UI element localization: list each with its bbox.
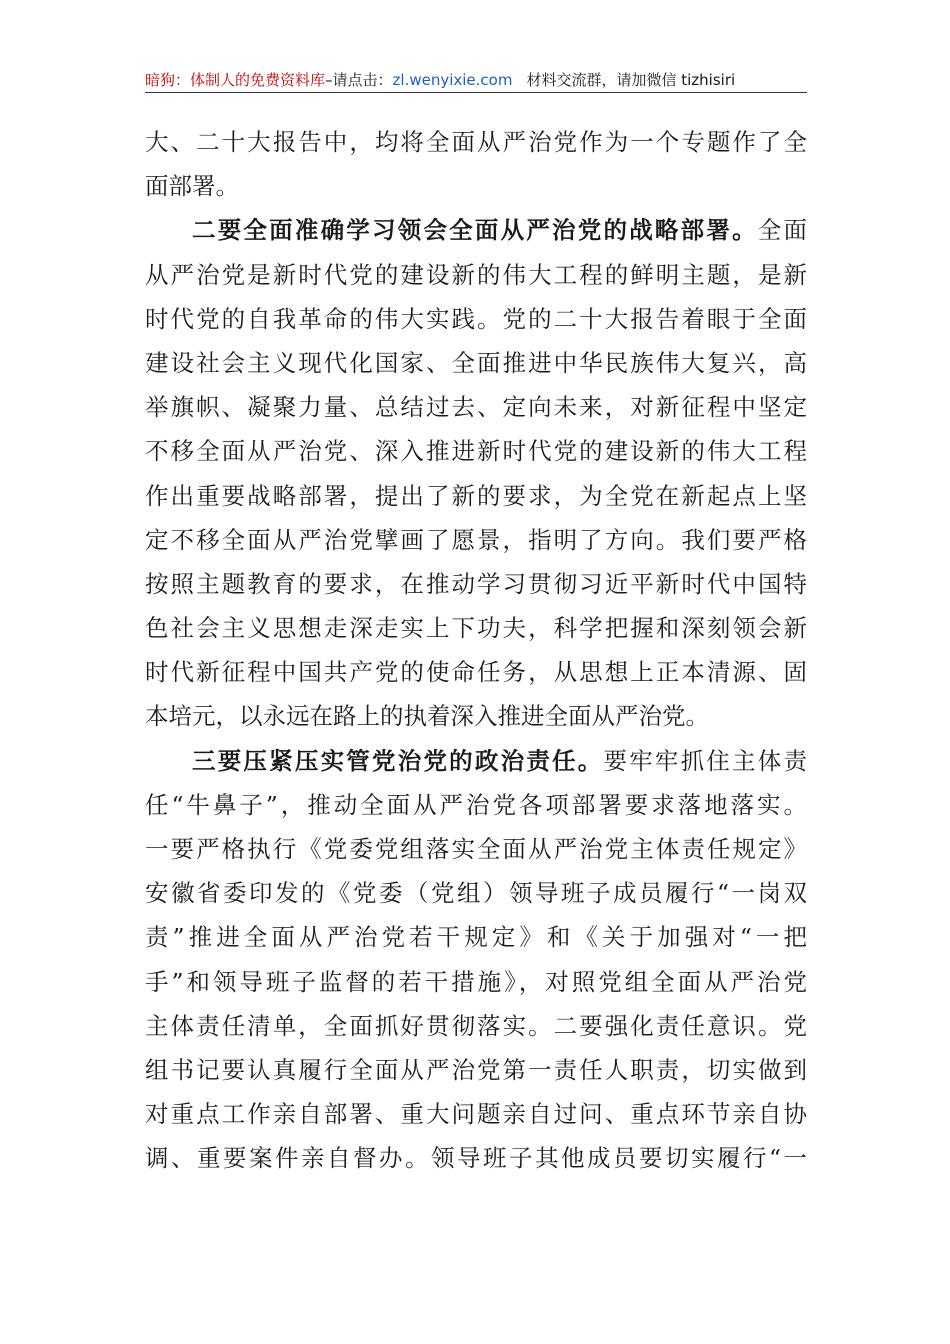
header-link[interactable]: zl.wenyixie.com	[392, 71, 513, 89]
page-header	[145, 70, 807, 93]
text-line: 时代党的自我革命的伟大实践。党的二十大报告着眼于全面	[145, 304, 807, 333]
text-line: 任“牛鼻子”，推动全面从严治党各项部署要求落地落实。	[145, 790, 807, 819]
header-contact: 材料交流群，请加微信 tizhisiri	[526, 71, 736, 89]
text-line: 责”推进全面从严治党若干规定》和《关于加强对“一把	[145, 923, 807, 952]
text-line: 一要严格执行《党委党组落实全面从严治党主体责任规定》	[145, 835, 807, 863]
text-line: 时代新征程中国共产党的使命任务，从思想上正本清源、固	[145, 658, 807, 687]
text-run: 全面	[757, 216, 807, 245]
text-line: 调、重要案件亲自督办。领导班子其他成员要切实履行“一	[145, 1144, 807, 1173]
header-brand: 暗狗：体制人的免费资料库	[145, 71, 326, 89]
text-line: 建设社会主义现代化国家、全面推进中华民族伟大复兴，高	[145, 348, 807, 377]
text-line: 定不移全面从严治党擘画了愿景，指明了方向。我们要严格	[145, 525, 807, 554]
text-line: 举旗帜、凝聚力量、总结过去、定向未来，对新征程中坚定	[145, 393, 807, 422]
section-heading-2: 二要全面准确学习领会全面从严治党的战略部署。	[192, 216, 758, 245]
text-line: 组书记要认真履行全面从严治党第一责任人职责，切实做到	[145, 1055, 807, 1084]
document-body	[145, 120, 807, 1181]
text-line: 安徽省委印发的《党委（党组）领导班子成员履行“一岗双	[145, 879, 807, 908]
text-line: 按照主题教育的要求，在推动学习贯彻习近平新时代中国特	[145, 569, 807, 598]
text-run: 要牢牢抓住主体责	[603, 746, 807, 775]
text-line: 从严治党是新时代党的建设新的伟大工程的鲜明主题，是新	[145, 260, 807, 289]
text-line: 面部署。	[145, 172, 239, 201]
text-line: 手”和领导班子监督的若干措施》，对照党组全面从严治党	[145, 967, 807, 996]
text-line: 色社会主义思想走深走实上下功夫，科学把握和深刻领会新	[145, 614, 807, 643]
text-line: 对重点工作亲自部署、重大问题亲自过问、重点环节亲自协	[145, 1100, 807, 1129]
text-line: 主体责任清单，全面抓好贯彻落实。二要强化责任意识。党	[145, 1011, 807, 1040]
text-line: 大、二十大报告中，均将全面从严治党作为一个专题作了全	[145, 128, 807, 156]
section-heading-3: 三要压紧压实管党治党的政治责任。	[192, 746, 604, 775]
paragraph-2-first-line	[145, 208, 807, 252]
text-line: 作出重要战略部署，提出了新的要求，为全党在新起点上坚	[145, 481, 807, 510]
text-line: 本培元，以永远在路上的执着深入推进全面从严治党。	[145, 702, 709, 731]
paragraph-3-first-line	[145, 739, 807, 783]
text-line: 不移全面从严治党、深入推进新时代党的建设新的伟大工程	[145, 437, 807, 466]
header-prompt: –请点击：	[325, 71, 393, 89]
